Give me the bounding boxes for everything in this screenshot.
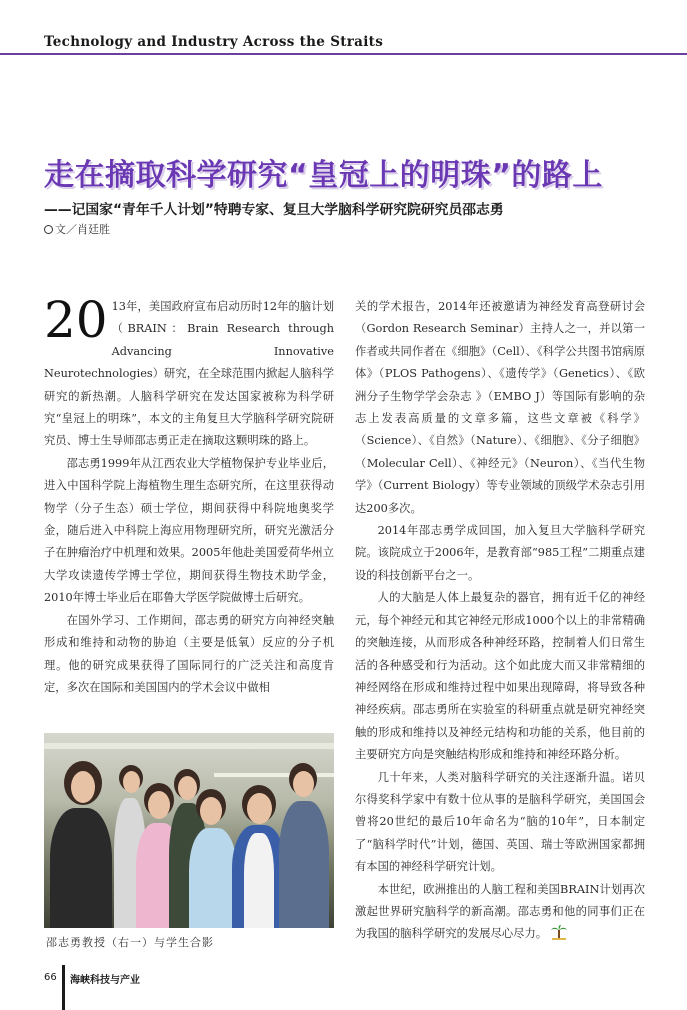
- paragraph-text: 13年，美国政府宣布启动历时12年的脑计划（BRAIN：Brain Research through Advancing Innovative Neurotechnologies）研究，在全球范围内掀起人脑科学研究的新热潮。人脑科学研究在发达国家被称为科学研究“皇冠上的明珠”，本文的主角复旦大学脑科学研究院研究员、博士生导师邵志勇正走在摘取这颗明珠的路上。: [44, 300, 334, 448]
- paragraph: [44, 291, 334, 453]
- dropcap: 20: [44, 291, 108, 349]
- paragraph: 关的学术报告，2014年还被邀请为神经发育高登研讨会（Gordon Research Seminar）主持人之一，并以第一作者或共同作者在《细胞》（Cell）、《科学公共图书馆病原体》（PLOS Pathogens）、《遗传学》（Genetics）、《欧洲分子生物学学会杂志 》（EMBO J）等国际有影响的杂志上发表高质量的文章多篇，这些文章被《科学》（Science）、《自然》（Nature）、《细胞》、《分子细胞》（Molecular Cell）、《神经元》（Neuron）、《当代生物学》（Current Biology）等专业领域的顶级学术杂志引用达200多次。: [355, 300, 645, 515]
- paragraph: 人的大脑是人体上最复杂的器官，拥有近千亿的神经元，每个神经元和其它神经元形成1000个以上的非常精确的突触连接，从而形成各种神经环路，控制着人们日常生活的各种感受和行为活动。这个如此庞大而又非常精细的神经网络在形成和维持过程中如果出现障碍，将导致各种神经疾病。邵志勇所在实验室的科研重点就是研究神经突触的形成和维持以及神经元结构和功能的关系，他目前的主要研究方向是突触结构形成和维持和神经环路分析。: [355, 591, 645, 762]
- article-subtitle: ——记国家“青年千人计划”特聘专家、复旦大学脑科学研究院研究员邵志勇: [44, 202, 504, 218]
- person: [189, 828, 237, 928]
- header-rule: [0, 53, 687, 55]
- paragraph: 2014年邵志勇学成回国，加入复旦大学脑科学研究院。该院成立于2006年，是教育部“985工程”二期重点建设的科技创新平台之一。: [355, 524, 645, 582]
- palm-tree-icon: [550, 924, 568, 940]
- byline: [44, 221, 110, 237]
- paragraph: 几十年来，人类对脑科学研究的关注逐渐升温。诺贝尔得奖科学家中有数十位从事的是脑科学研究，美国国会曾将20世纪的最后10年命名为“脑的10年”，日本制定了“脑科学时代”计划，德国、英国、瑞士等欧洲国家都拥有本国的神经科学研究计划。: [355, 770, 645, 874]
- paragraph: 在国外学习、工作期间，邵志勇的研究方向神经突触形成和维持和动物的胁迫（主要是低氧）反应的分子机理。他的研究成果获得了国际同行的广泛关注和高度肯定，多次在国际和美国国内的学术会议中做相: [44, 613, 334, 694]
- person: [50, 808, 112, 928]
- left-column: [44, 291, 334, 699]
- paragraph: 邵志勇1999年从江西农业大学植物保护专业毕业后，进入中国科学院上海植物生理生态研究所，在这里获得动物学（分子生态）硕士学位，期间获得中科院地奥奖学金，随后进入中科院上海应用物理研究所，研究光激活分子在肿瘤治疗中机理和效果。2005年他赴美国爱荷华州立大学攻读遗传学博士学位，期间获得生物技术助学金，2010年博士毕业后在耶鲁大学医学院做博士后研究。: [44, 456, 334, 605]
- paragraph-text: 本世纪，欧洲推出的人脑工程和美国BRAIN计划再次激起世界研究脑科学的新高潮。邵志勇和他的同事们正在为我国的脑科学研究的发展尽心尽力。: [355, 882, 645, 941]
- article-title: 走在摘取科学研究“皇冠上的明珠”的路上: [44, 158, 603, 193]
- group-photo: [44, 733, 334, 928]
- byline-circle-icon: [44, 225, 53, 234]
- right-column: [355, 296, 645, 946]
- paragraph: [355, 879, 645, 946]
- running-header: Technology and Industry Across the Straits: [44, 34, 384, 50]
- photo-caption: 邵志勇教授（右一）与学生合影: [46, 936, 214, 949]
- byline-text: 文／肖廷胜: [55, 223, 110, 236]
- journal-name: 海峡科技与产业: [70, 975, 140, 986]
- person: [279, 801, 329, 928]
- footer-bar: [62, 965, 65, 1010]
- page-number: 66: [44, 972, 57, 983]
